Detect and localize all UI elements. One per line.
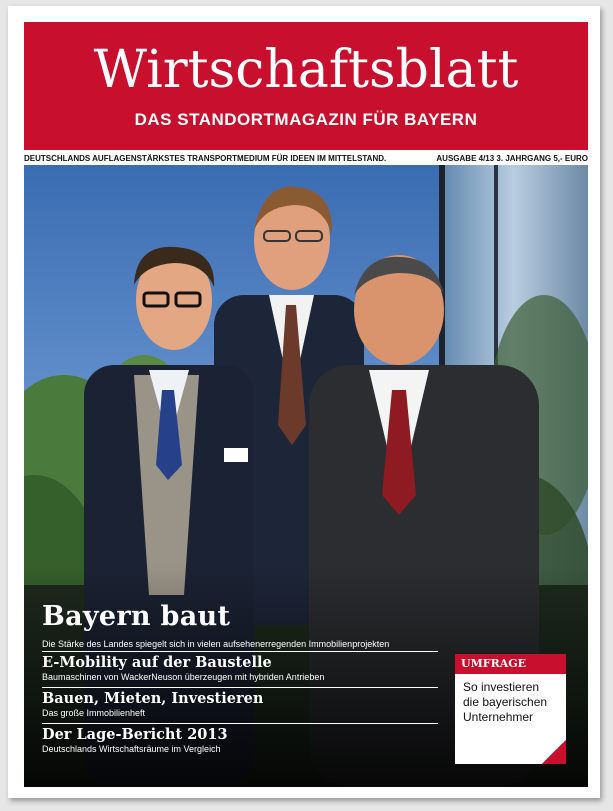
umfrage-box: [455, 654, 566, 764]
story-immobilien: [42, 687, 438, 719]
magazine-tagline: DAS STANDORTMAGAZIN FÜR BAYERN: [134, 110, 478, 129]
story-title: Der Lage-Bericht 2013: [42, 726, 228, 743]
umfrage-text: So investieren die bayerischen Unternehmer: [455, 674, 566, 764]
story-lage-bericht: [42, 723, 438, 755]
masthead: [24, 22, 588, 150]
story-subtitle: Baumaschinen von WackerNeuson überzeugen mit hybriden Antrieben: [42, 672, 325, 682]
page-corner-icon: [542, 740, 566, 764]
umfrage-label: UMFRAGE: [455, 654, 566, 674]
story-e-mobility: [42, 651, 438, 683]
magazine-cover: [8, 6, 600, 798]
lead-subheadline: Die Stärke des Landes spiegelt sich in vielen aufsehenerregenden Immobilienprojekten: [42, 639, 390, 649]
story-subtitle: Deutschlands Wirtschaftsräume im Vergleich: [42, 744, 221, 754]
circulation-claim: DEUTSCHLANDS AUFLAGENSTÄRKSTES TRANSPORTMEDIUM FÜR IDEEN IM MITTELSTAND.: [24, 154, 387, 163]
magazine-title: Wirtschaftsblatt: [93, 40, 519, 100]
issue-info-bar: [24, 153, 588, 165]
story-title: Bauen, Mieten, Investieren: [42, 690, 264, 707]
issue-number-price: AUSGABE 4/13 3. JAHRGANG 5,- EURO: [436, 154, 588, 163]
lead-headline: Bayern baut: [42, 601, 231, 632]
story-title: E-Mobility auf der Baustelle: [42, 654, 272, 671]
story-subtitle: Das große Immobilienheft: [42, 708, 146, 718]
